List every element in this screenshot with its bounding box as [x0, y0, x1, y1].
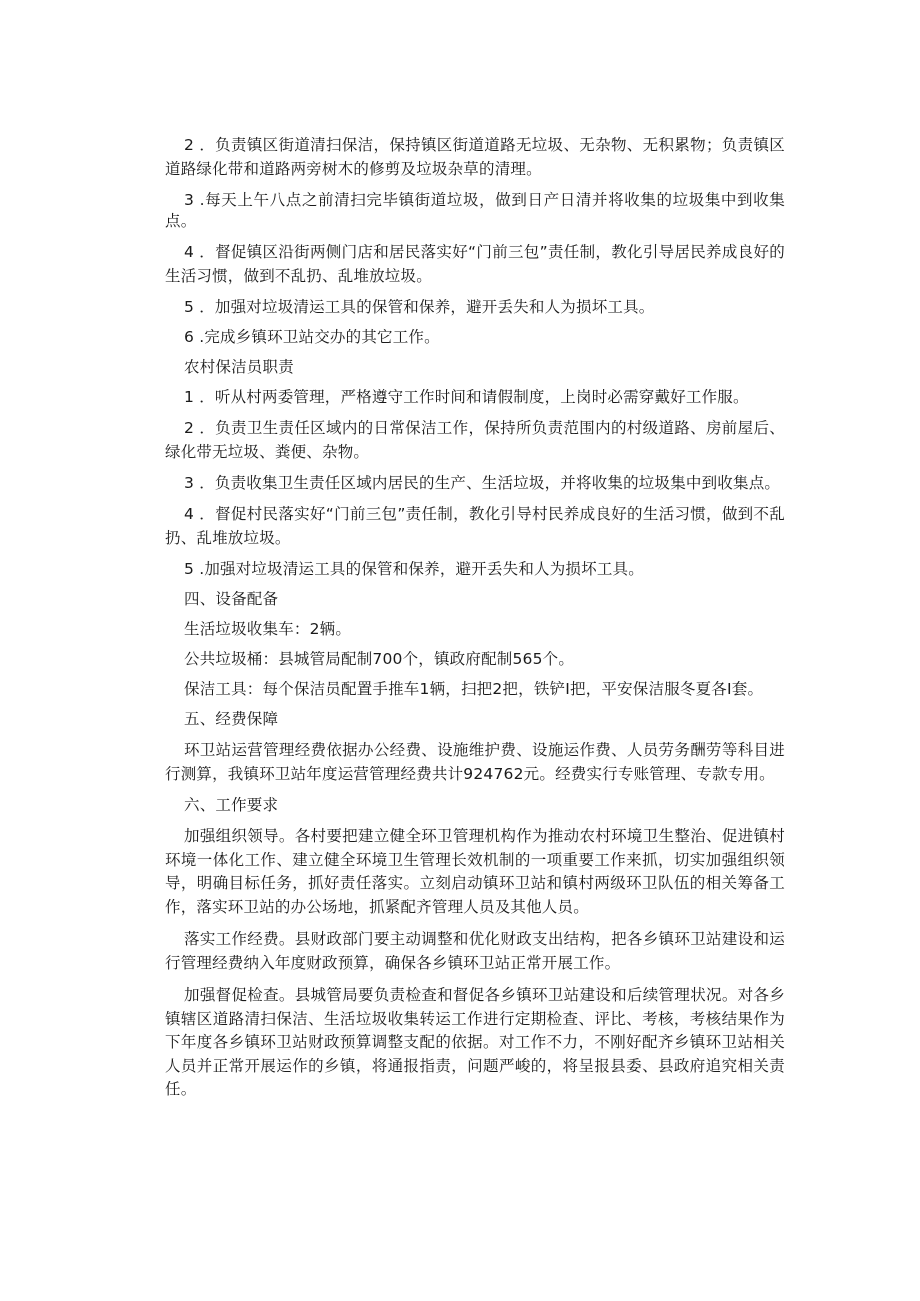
paragraph-three-guarantees-villagers: 4 ．督促村民落实好“门前三包”责任制，教化引导村民养成良好的生活习惯，做到不乱扔、乱堆放垃圾。: [165, 505, 785, 547]
paragraph-cleaning-tools: 保洁工具：每个保洁员配置手推车1辆，扫把2把，铁铲I把，平安保洁服冬夏各I套。: [184, 680, 764, 698]
paragraph-collect-garbage: 3 ．负责收集卫生责任区域内居民的生产、生活垃圾，并将收集的垃圾集中到收集点。: [184, 474, 781, 492]
paragraph-implement-funding: 落实工作经费。县财政部门要主动调整和优化财政支出结构，把各乡镇环卫站建设和运行管理经费纳入年度财政预算，确保各乡镇环卫站正常开展工作。: [165, 930, 785, 972]
paragraph-supervision-inspection: 加强督促检查。县城管局要负责检查和督促各乡镇环卫站建设和后续管理状况。对各乡镇辖区道路清扫保洁、生活垃圾收集转运工作进行定期检查、评比、考核，考核结果作为下年度各乡镇环卫站财政预算调整支配的依据。对工作不力，不刚好配齐乡镇环卫站相关人员并正常开展运作的乡镇，将通报指责，问题严峻的，将呈报县委、县政府追究相关责任。: [165, 986, 785, 1098]
paragraph-strengthen-leadership: 加强组织领导。各村要把建立健全环卫管理机构作为推动农村环境卫生整治、促进镇村环境一体化工作、建立健全环境卫生管理长效机制的一项重要工作来抓，切实加强组织领导，明确目标任务，抓好责任落实。立刻启动镇环卫站和镇村两级环卫队伍的相关筹备工作，落实环卫站的办公场地，抓紧配齐管理人员及其他人员。: [165, 827, 785, 916]
paragraph-operating-budget: 环卫站运营管理经费依据办公经费、设施维护费、设施运作费、人员劳务酬劳等科目进行测算，我镇环卫站年度运营管理经费共计924762元。经费实行专账管理、专款专用。: [165, 741, 785, 783]
section-heading-work-requirements: 六、工作要求: [184, 796, 279, 814]
document-body: [165, 134, 785, 1111]
section-heading-equipment: 四、设备配备: [184, 590, 279, 608]
paragraph-morning-cleanup: 3 .每天上午八点之前清扫完毕镇街道垃圾，做到日产日清并将收集的垃圾集中到收集点。: [165, 191, 785, 230]
paragraph-daily-cleaning: 2 ．负责卫生责任区域内的日常保洁工作，保持所负责范围内的村级道路、房前屋后、绿化带无垃圾、粪便、杂物。: [165, 419, 785, 461]
paragraph-public-bins: 公共垃圾桶：县城管局配制700个，镇政府配制565个。: [184, 650, 575, 668]
paragraph-tool-maintenance: 5 ．加强对垃圾清运工具的保管和保养，避开丢失和人为损坏工具。: [184, 298, 655, 316]
paragraph-three-guarantees-shops: 4 ．督促镇区沿街两侧门店和居民落实好“门前三包”责任制，教化引导居民养成良好的生活习惯，做到不乱扔、乱堆放垃圾。: [165, 243, 785, 285]
paragraph-other-tasks: 6 .完成乡镇环卫站交办的其它工作。: [184, 328, 440, 346]
paragraph-collection-vehicles: 生活垃圾收集车：2辆。: [184, 620, 352, 638]
section-heading-funding: 五、经费保障: [184, 710, 279, 728]
paragraph-tool-maintenance-rural: 5 .加强对垃圾清运工具的保管和保养，避开丢失和人为损坏工具。: [184, 560, 644, 578]
section-heading-rural-cleaner-duties: 农村保洁员职责: [184, 358, 294, 376]
paragraph-street-cleaning: 2 ．负责镇区街道清扫保洁，保持镇区街道道路无垃圾、无杂物、无积累物；负责镇区道路绿化带和道路两旁树木的修剪及垃圾杂草的清理。: [165, 136, 785, 178]
paragraph-obey-management: 1 ．听从村两委管理，严格遵守工作时间和请假制度，上岗时必需穿戴好工作服。: [184, 388, 749, 406]
